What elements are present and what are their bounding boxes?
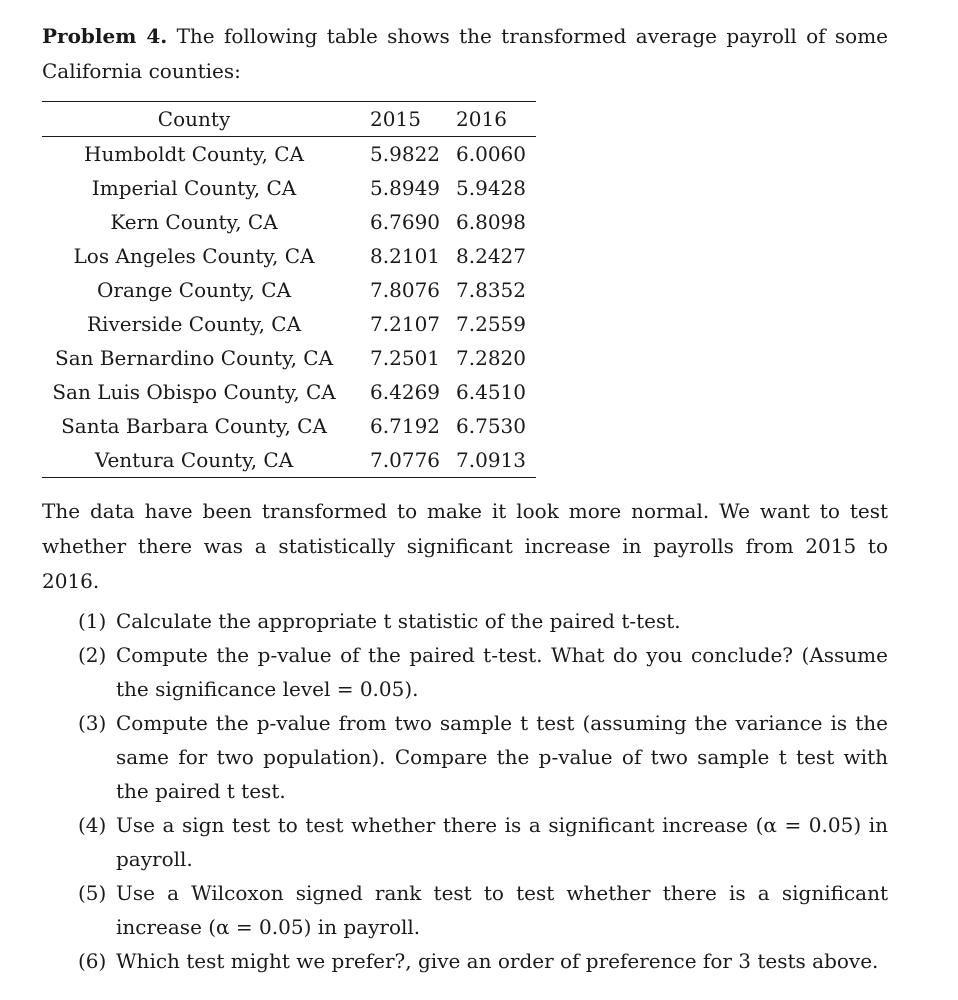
value-2016: 7.2820	[456, 346, 526, 370]
county-name: Kern County, CA	[110, 210, 278, 234]
table-row	[42, 307, 536, 341]
table-row	[42, 443, 536, 478]
value-2015: 7.0776	[346, 443, 450, 478]
county-name: Riverside County, CA	[86, 312, 302, 336]
value-2016: 7.2559	[456, 312, 526, 336]
value-2015: 7.2501	[370, 346, 441, 370]
question-item	[74, 876, 888, 944]
table-row	[42, 273, 536, 307]
value-2016: 6.8098	[456, 210, 526, 234]
value-2015: 6.7192	[370, 414, 441, 438]
question-text: Calculate the appropriate t statistic of the paired t-test.	[116, 609, 681, 633]
value-2015: 7.2107	[370, 312, 441, 336]
question-text: Use a Wilcoxon signed rank test to test whether there is a significant increase (α = 0.05) in payroll.	[116, 881, 888, 939]
question-number: (1)	[78, 609, 107, 633]
table-row	[42, 409, 536, 443]
table-header-row	[42, 102, 536, 137]
question-number: (3)	[78, 711, 107, 735]
payroll-table	[42, 101, 536, 478]
question-item	[74, 944, 888, 978]
question-item	[74, 808, 888, 876]
table-row	[42, 239, 536, 273]
county-name: Humboldt County, CA	[84, 142, 305, 166]
header-county: County	[42, 102, 346, 137]
problem-intro	[42, 19, 888, 89]
question-text: Compute the p-value of the paired t-test. What do you conclude? (Assume the significance level = 0.05).	[116, 643, 888, 701]
problem-intro-text: The following table shows the transformed average payroll of some California counties:	[42, 24, 888, 83]
question-text: Use a sign test to test whether there is a significant increase (α = 0.05) in payroll.	[116, 813, 888, 871]
question-number: (5)	[78, 881, 107, 905]
table-row	[42, 341, 536, 375]
value-2016: 6.0060	[456, 142, 526, 166]
header-2015: 2015	[346, 102, 450, 137]
value-2015: 8.2101	[370, 244, 441, 268]
table-row	[42, 137, 536, 172]
value-2016: 5.9428	[456, 176, 526, 200]
question-text: Which test might we prefer?, give an order of preference for 3 tests above.	[116, 949, 879, 973]
county-name: Santa Barbara County, CA	[61, 414, 327, 438]
value-2016: 7.8352	[456, 278, 526, 302]
question-item	[74, 638, 888, 706]
transform-note: The data have been transformed to make it look more normal. We want to test whether there was a statistically significant increase in payrolls from 2015 to 2016.	[42, 499, 888, 593]
question-item	[74, 706, 888, 808]
value-2015: 5.8949	[370, 176, 441, 200]
table-row	[42, 171, 536, 205]
value-2015: 5.9822	[370, 142, 441, 166]
county-name: San Bernardino County, CA	[55, 346, 334, 370]
value-2016: 8.2427	[456, 244, 526, 268]
question-number: (2)	[78, 643, 107, 667]
value-2016: 7.0913	[450, 443, 536, 478]
question-text: Compute the p-value from two sample t test (assuming the variance is the same for two population). Compare the p-value of two sample t test with the paired t test.	[116, 711, 888, 803]
table-row	[42, 205, 536, 239]
problem-label: Problem 4.	[42, 24, 168, 48]
county-name: Los Angeles County, CA	[73, 244, 315, 268]
county-name: San Luis Obispo County, CA	[52, 380, 336, 404]
value-2015: 6.4269	[370, 380, 441, 404]
county-name: Imperial County, CA	[91, 176, 297, 200]
header-2016: 2016	[450, 102, 536, 137]
question-item	[74, 604, 888, 638]
question-number: (6)	[78, 949, 107, 973]
question-list	[74, 604, 888, 978]
value-2015: 7.8076	[370, 278, 441, 302]
value-2016: 6.4510	[456, 380, 526, 404]
question-number: (4)	[78, 813, 107, 837]
table-row	[42, 375, 536, 409]
county-name: Ventura County, CA	[42, 443, 346, 478]
county-name: Orange County, CA	[97, 278, 292, 302]
value-2015: 6.7690	[370, 210, 441, 234]
value-2016: 6.7530	[456, 414, 526, 438]
